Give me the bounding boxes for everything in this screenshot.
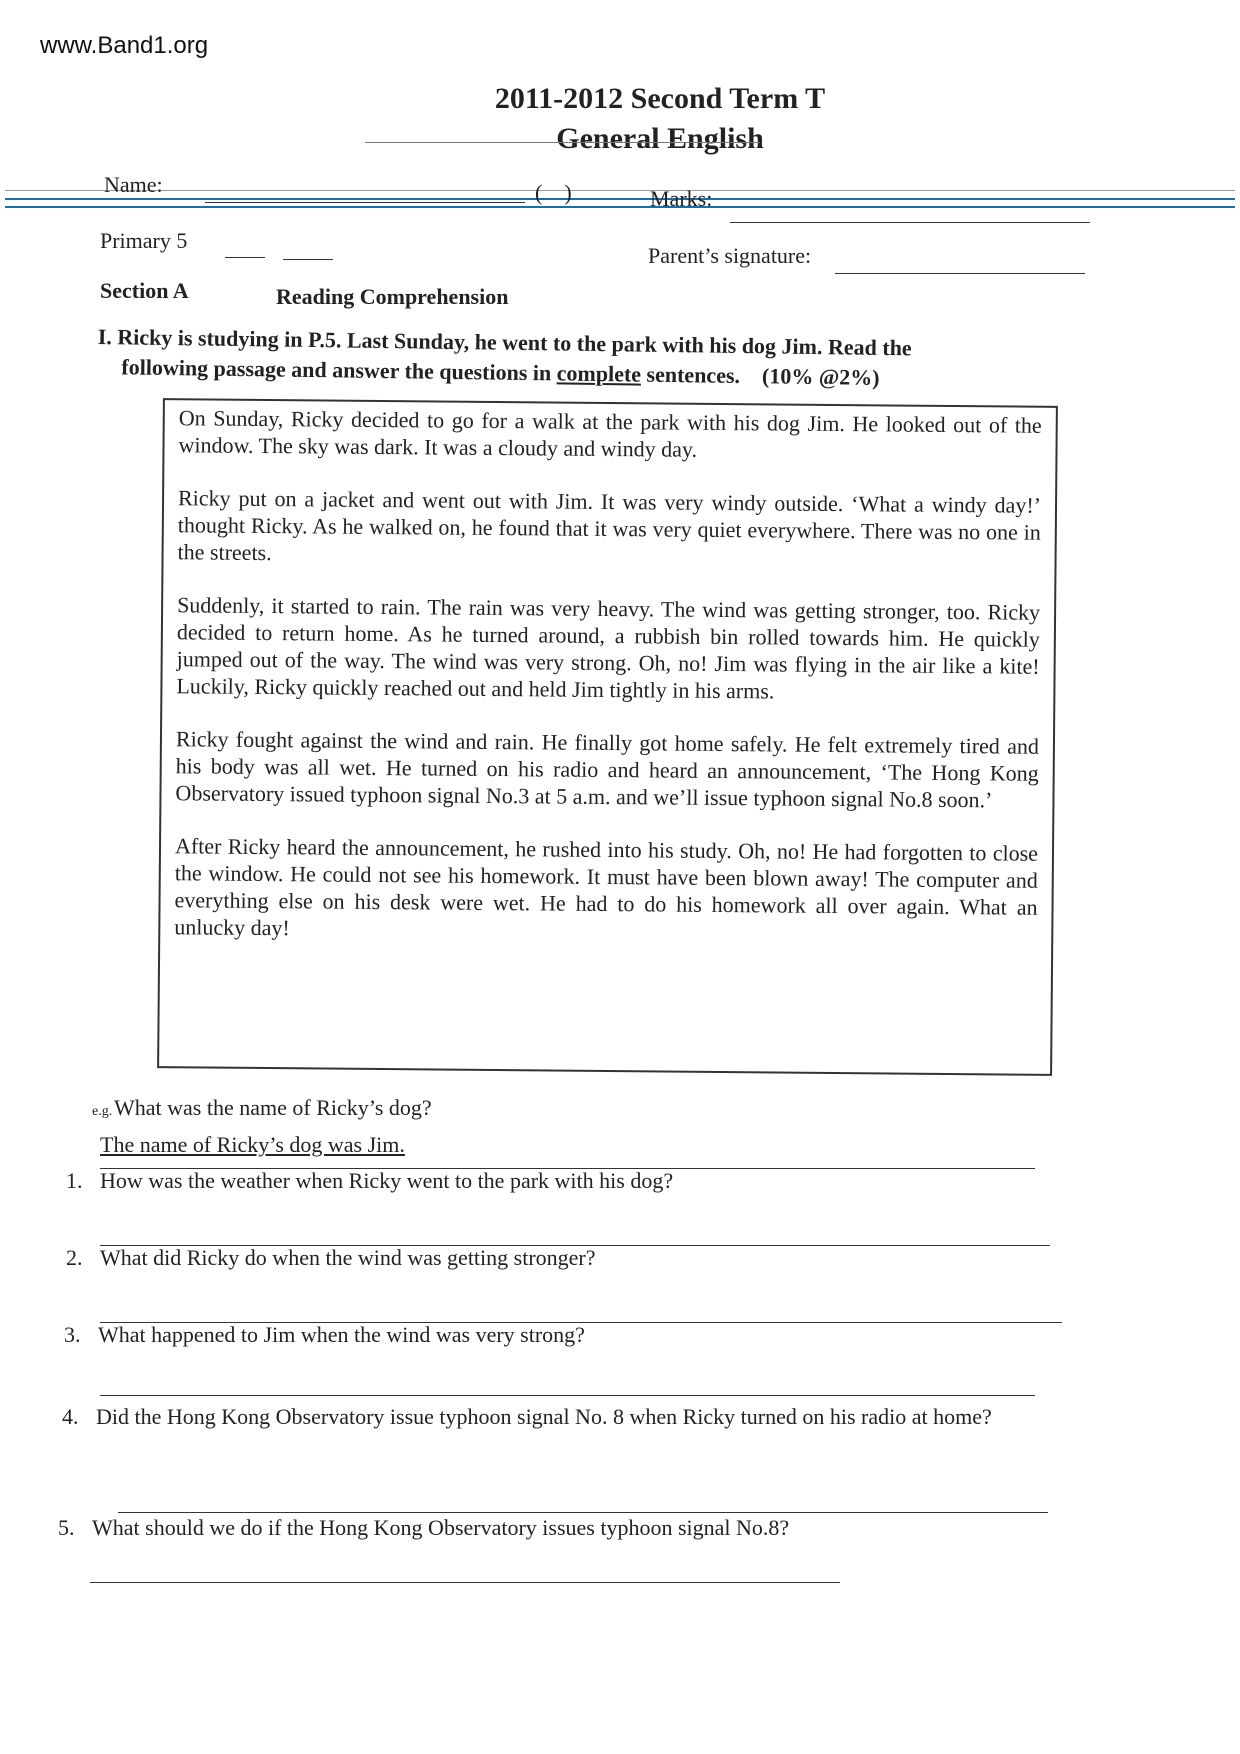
name-field[interactable] [205, 202, 525, 203]
question-text: Did the Hong Kong Observatory issue typhoon signal No. 8 when Ricky turned on his radio at home? [96, 1404, 992, 1429]
marks-label: Marks: [650, 186, 713, 211]
instruction-text: sentences. [646, 361, 741, 388]
title-rule [365, 142, 760, 143]
passage-paragraph: Ricky put on a jacket and went out with Jim. It was very windy outside. ‘What a windy day!’ thought Ricky. As he walked on, he found that it was very quiet everywhere. There was no one in the streets. [177, 485, 1042, 566]
scan-line [5, 206, 1235, 208]
scan-line [5, 198, 1235, 200]
question-number: 5. [58, 1515, 75, 1540]
instruction-text: Ricky is studying in P.5. Last Sunday, he went to the park with his dog Jim. Read the [117, 324, 912, 361]
subject-title: General English [556, 122, 764, 155]
marks-field[interactable] [730, 222, 1090, 223]
section-title: Reading Comprehension [276, 284, 509, 309]
example-answer: The name of Ricky’s dog was Jim. [100, 1132, 405, 1157]
question-5 [58, 1515, 789, 1541]
question-number: 1. [66, 1168, 83, 1193]
passage-paragraph: Ricky fought against the wind and rain. He finally got home safely. He felt extremely tired and his body was all wet. He turned on his radio and heard an announcement, ‘The Hong Kong Observatory issued typhoon signal No.3 at 5 a.m. and we’ll issue typhoon signal No.8 soon.’ [175, 726, 1040, 813]
class-number-blank[interactable] [283, 259, 333, 260]
instruction-number: I. [97, 323, 113, 350]
question-3 [64, 1322, 585, 1348]
question-number: 2. [66, 1245, 83, 1270]
class-label: Primary 5 [100, 228, 188, 253]
passage-paragraph: On Sunday, Ricky decided to go for a walk at the park with his dog Jim. He looked out of the window. The sky was dark. It was a cloudy and windy day. [178, 405, 1042, 462]
class-number-field[interactable]: ( ) [535, 180, 572, 205]
passage-paragraph: After Ricky heard the announcement, he rushed into his study. Oh, no! He had forgotten to close the window. He could not see his homework. It must have been blown away! The computer and everything else on his desk were wet. He had to do his homework all over again. What an unlucky day! [174, 833, 1039, 941]
parent-signature-label: Parent’s signature: [648, 243, 812, 268]
question-4 [62, 1398, 1052, 1436]
marks-allocation: (10% @2%) [761, 363, 880, 390]
answer-field-3[interactable] [100, 1395, 1035, 1396]
question-text: How was the weather when Ricky went to the park with his dog? [100, 1168, 674, 1193]
passage-paragraph: Suddenly, it started to rain. The rain was very heavy. The wind was getting stronger, too. Ricky decided to return home. As he turned around, a rubbish bin rolled towards him. He quickly jumped out of the way. The wind was very strong. Oh, no! Jim was flying in the air like a kite! Luckily, Ricky quickly reached out and held Jim tightly in his arms. [176, 592, 1041, 704]
question-2 [66, 1245, 596, 1271]
question-number: 4. [62, 1404, 79, 1429]
question-text: What happened to Jim when the wind was very strong? [98, 1322, 585, 1347]
name-label: Name: [104, 172, 163, 197]
answer-field-5[interactable] [90, 1582, 840, 1583]
answer-field-4[interactable] [118, 1512, 1048, 1513]
instructions [97, 322, 1038, 395]
instruction-text: following passage and answer the questions in [121, 354, 552, 386]
emphasis-complete: complete [556, 360, 642, 387]
scan-line [5, 190, 1235, 191]
section-label: Section A [100, 278, 189, 303]
question-number: 3. [64, 1322, 81, 1347]
question-1 [66, 1168, 673, 1194]
watermark-url: www.Band1.org [40, 32, 209, 59]
question-text: What was the name of Ricky’s dog? [114, 1095, 432, 1120]
exam-title: 2011-2012 Second Term T [494, 82, 826, 115]
question-number: e.g. [92, 1104, 113, 1119]
class-field[interactable] [225, 257, 265, 258]
passage-box [157, 398, 1058, 1076]
question-text: What did Ricky do when the wind was getting stronger? [100, 1245, 596, 1270]
question-text: What should we do if the Hong Kong Observatory issues typhoon signal No.8? [92, 1515, 790, 1540]
example-question [92, 1095, 432, 1121]
parent-signature-field[interactable] [835, 273, 1085, 274]
